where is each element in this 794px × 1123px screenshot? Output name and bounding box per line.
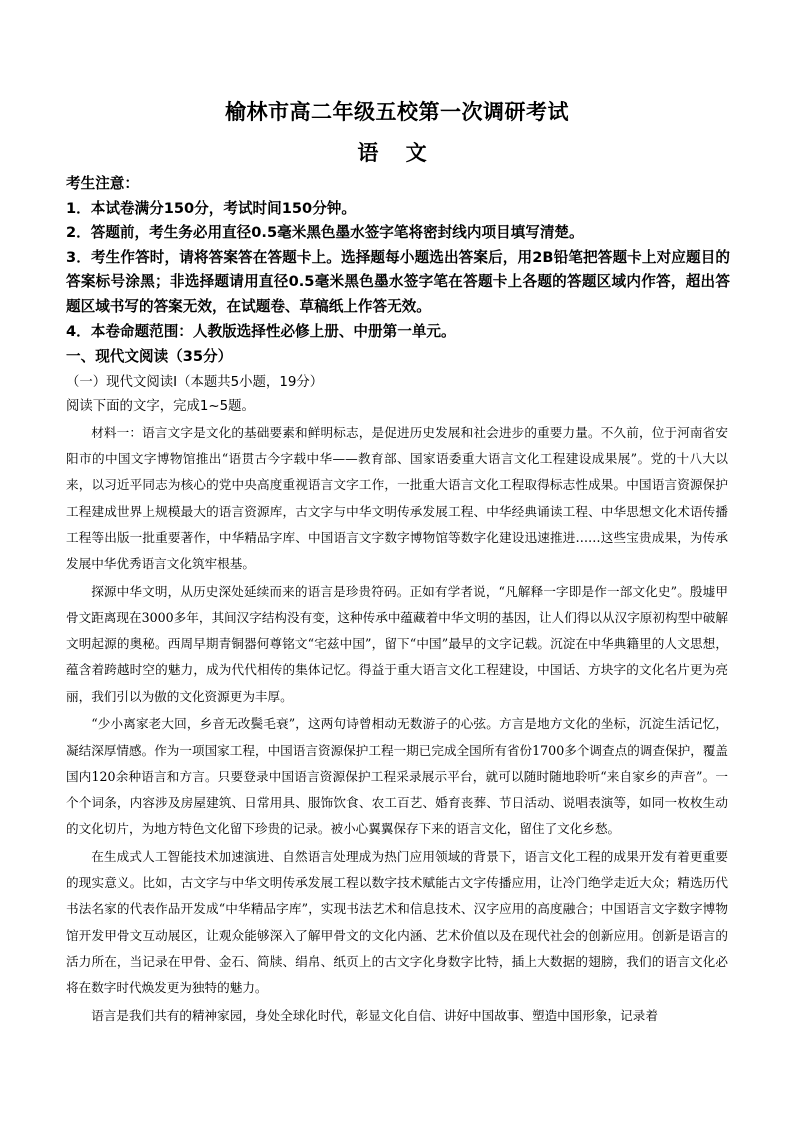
notice-item-2: 2．答题前，考生务必用直径0.5毫米黑色墨水签字笔将密封线内项目填写清楚。 bbox=[66, 224, 584, 242]
notice-item-1: 1．本试卷满分150分，考试时间150分钟。 bbox=[66, 199, 356, 217]
reading-instruction: 阅读下面的文字，完成1~5题。 bbox=[66, 399, 255, 414]
notice-item-4: 4．本卷命题范围：人教版选择性必修上册、中册第一单元。 bbox=[66, 322, 456, 340]
notice-block bbox=[66, 172, 730, 344]
notice-heading: 考生注意： bbox=[66, 175, 139, 192]
passage-paragraph: “少小离家老大回，乡音无改鬓毛衰”，这两句诗曾相动无数游子的心弦。方言是地方文化的坐标，沉淀生活记忆，凝结深厚情感。作为一项国家工程，中国语言资源保护工程一期已完成全国所有省份1700多个调查点的调查保护，覆盖国内120余种语言和方言。只要登录中国语言资源保护工程采录展示平台，就可以随时随地聆听“来自家乡的声音”。一个个词条，内容涉及房屋建筑、日常用具、服饰饮食、农工百艺、婚育丧葬、节日活动、说唱表演等，如同一枚枚生动的文化切片，为地方特色文化留下珍贵的记录。被小心翼翼保存下来的语言文化，留住了文化乡愁。 bbox=[66, 716, 728, 837]
passage-paragraph: 语言是我们共有的精神家园，身处全球化时代，彰显文化自信、讲好中国故事、塑造中国形象，记录着 bbox=[91, 1007, 658, 1023]
passage-paragraph: 材料一：语言文字是文化的基础要素和鲜明标志，是促进历史发展和社会进步的重要力量。不久前，位于河南省安阳市的中国文字博物馆推出“语贯古今字载中华——教育部、国家语委重大语言文化工程建设成果展”。党的十八大以来，以习近平同志为核心的党中央高度重视语言文字工作，一批重大语言文化工程取得标志性成果。中国语言资源保护工程建成世界上规模最大的语言资源库，古文字与中华文明传承发展工程、中华经典诵读工程、中华思想文化术语传播工程等出版一批重要著作，中华精品字库、中国语言文字数字博物馆等数字化建设迅速推进……这些宝贵成果，为传承发展中华优秀语言文化筑牢根基。 bbox=[66, 425, 728, 572]
exam-title: 榆林市高二年级五校第一次调研考试 bbox=[225, 99, 569, 124]
passage-paragraph: 在生成式人工智能技术加速演进、自然语言处理成为热门应用领域的背景下，语言文化工程的成果开发有着更重要的现实意义。比如，古文字与中华文明传承发展工程以数字技术赋能古文字传播应用，让冷门绝学走近大众；精选历代书法名家的代表作品开发成“中华精品字库”，实现书法艺术和信息技术、汉字应用的高度融合；中国语言文字数字博物馆开发甲骨文互动展区，让观众能够深入了解甲骨文的文化内涵、艺术价值以及在现代社会的创新应用。创新是语言的活力所在，当记录在甲骨、金石、简牍、绢帛、纸页上的古文字化身数字比特，插上大数据的翅膀，我们的语言文化必将在数字时代焕发更为独特的魅力。 bbox=[66, 849, 728, 996]
subject-title: 语 文 bbox=[357, 140, 437, 165]
notice-item-3: 3．考生作答时，请将答案答在答题卡上。选择题每小题选出答案后，用2B铅笔把答题卡上对应题目的答案标号涂黑；非选择题请用直径0.5毫米黑色墨水签字笔在答题卡上各题的答题区域内作答，超出答题区域书写的答案无效，在试题卷、草稿纸上作答无效。 bbox=[66, 248, 730, 315]
section-subheading: （一）现代文阅读Ⅰ（本题共5小题，19分） bbox=[66, 375, 324, 390]
section-heading: 一、现代文阅读（35分） bbox=[66, 348, 233, 365]
reading-passage bbox=[66, 420, 728, 1031]
passage-paragraph: 探源中华文明，从历史深处延续而来的语言是珍贵符码。正如有学者说，“凡解释一字即是作一部文化史”。殷墟甲骨文距离现在3000多年，其间汉字结构没有变，这种传承中蕴藏着中华文明的基因，让人们得以从汉字原初构型中破解文明起源的奥秘。西周早期青铜器何尊铭文“宅兹中国”，留下“中国”最早的文字记载。沉淀在中华典籍里的人文思想，蕴含着跨越时空的魅力，成为代代相传的集体记忆。得益于重大语言文化工程建设，中国话、方块字的文化名片更为亮丽，我们引以为傲的文化资源更为丰厚。 bbox=[66, 583, 728, 704]
